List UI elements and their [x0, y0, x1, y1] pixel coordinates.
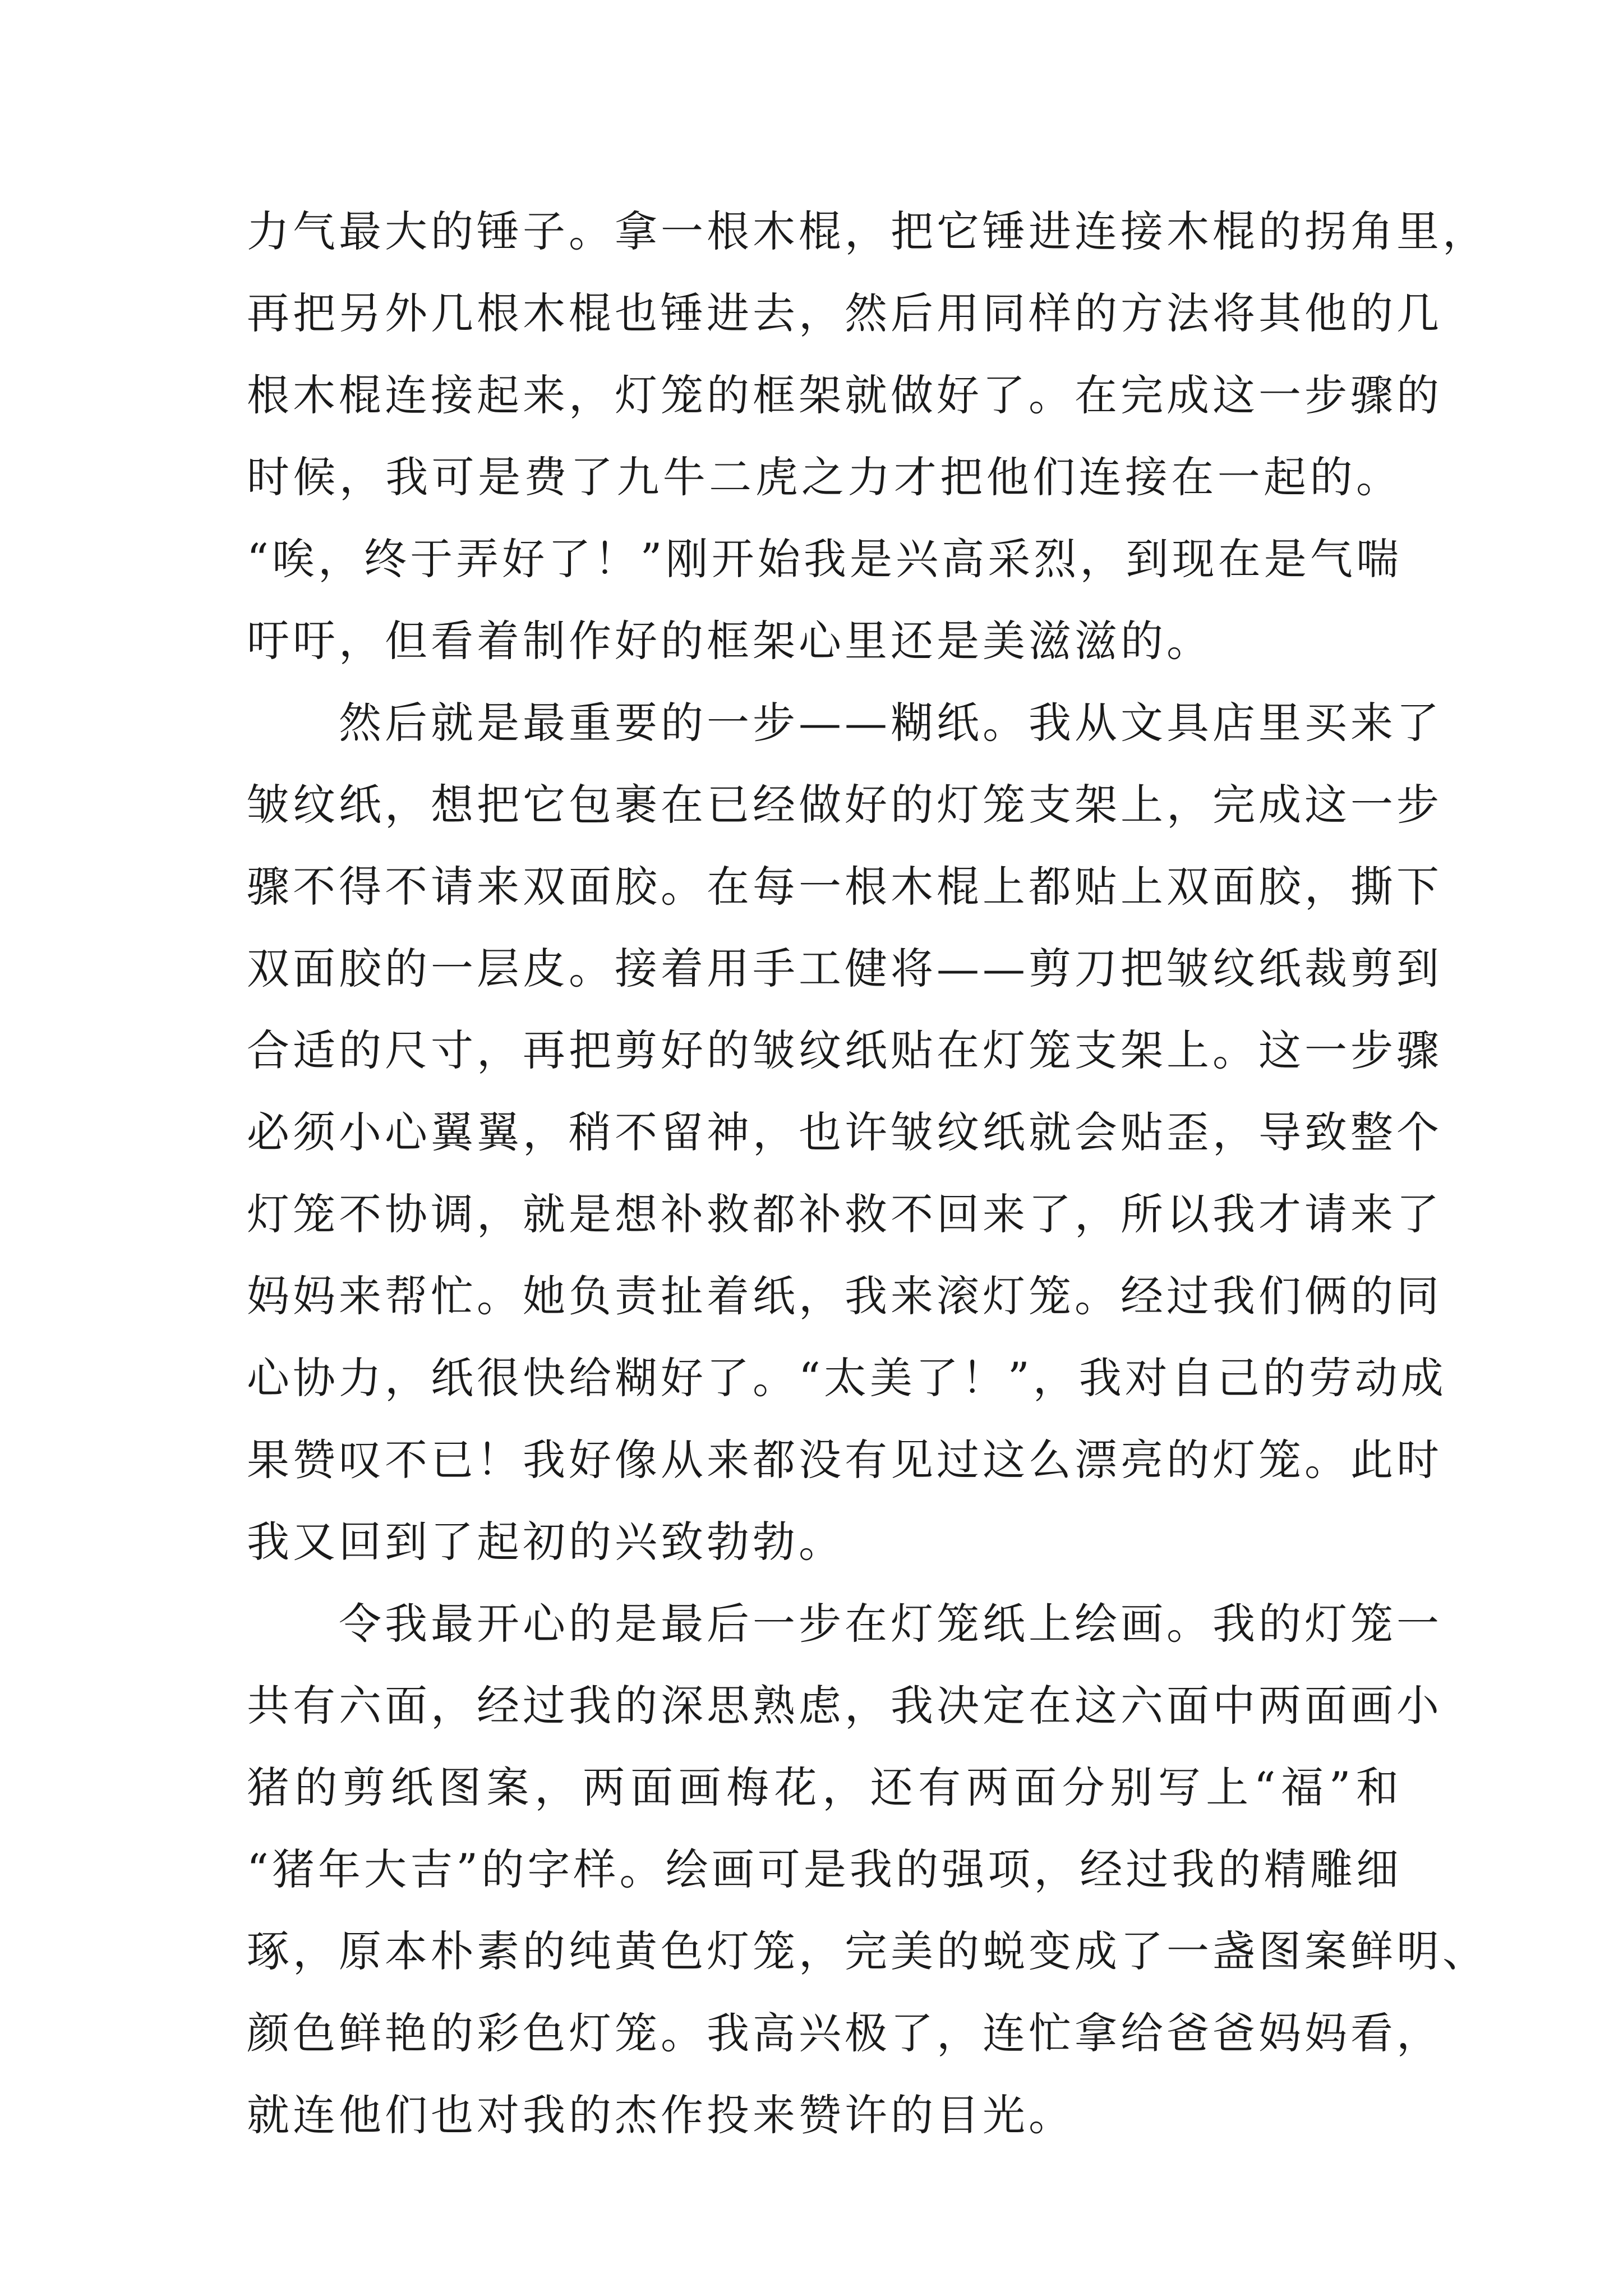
text-line: 合适的尺寸，再把剪好的皱纹纸贴在灯笼支架上。这一步骤 — [247, 1025, 1442, 1075]
text-line: 再把另外几根木棍也锤进去，然后用同样的方法将其他的几 — [247, 288, 1442, 338]
text-line: 令我最开心的是最后一步在灯笼纸上绘画。我的灯笼一 — [247, 1599, 1442, 1649]
text-line: 根木棍连接起来，灯笼的框架就做好了。在完成这一步骤的 — [247, 370, 1442, 420]
text-line: 时候，我可是费了九牛二虎之力才把他们连接在一起的。 — [247, 452, 1402, 502]
text-line: 果赞叹不已！我好像从来都没有见过这么漂亮的灯笼。此时 — [247, 1435, 1442, 1485]
text-line: 心协力，纸很快给糊好了。“太美了！”，我对自己的劳动成 — [247, 1353, 1447, 1403]
text-line: 就连他们也对我的杰作投来赞许的目光。 — [247, 2090, 1075, 2140]
text-line: 猪的剪纸图案，两面画梅花，还有两面分别写上“福”和 — [247, 1763, 1402, 1812]
paragraph-3 — [247, 1583, 1488, 2156]
text-line: 颜色鲜艳的彩色灯笼。我高兴极了，连忙拿给爸爸妈妈看， — [247, 2008, 1442, 2058]
text-line: 吁吁，但看着制作好的框架心里还是美滋滋的。 — [247, 616, 1212, 666]
text-line: “猪年大吉”的字样。绘画可是我的强项，经过我的精雕细 — [247, 1844, 1402, 1894]
text-line: 必须小心翼翼，稍不留神，也许皱纹纸就会贴歪，导致整个 — [247, 1107, 1442, 1157]
text-line: 然后就是最重要的一步——糊纸。我从文具店里买来了 — [247, 698, 1442, 748]
text-line: 共有六面，经过我的深思熟虑，我决定在这六面中两面画小 — [247, 1681, 1442, 1731]
text-line: 妈妈来帮忙。她负责扯着纸，我来滚灯笼。经过我们俩的同 — [247, 1271, 1442, 1321]
text-line: 双面胶的一层皮。接着用手工健将——剪刀把皱纹纸裁剪到 — [247, 944, 1442, 993]
paragraph-2 — [247, 682, 1447, 1583]
text-line: 我又回到了起初的兴致勃勃。 — [247, 1517, 845, 1567]
paragraph-1 — [247, 191, 1488, 682]
text-line: “唉，终于弄好了！”刚开始我是兴高采烈，到现在是气喘 — [247, 534, 1402, 584]
text-line: 皱纹纸，想把它包裹在已经做好的灯笼支架上，完成这一步 — [247, 780, 1442, 830]
text-line: 灯笼不协调，就是想补救都补救不回来了，所以我才请来了 — [247, 1189, 1442, 1239]
text-line: 力气最大的锤子。拿一根木棍，把它锤进连接木棍的拐角里， — [247, 206, 1488, 256]
text-line: 琢，原本朴素的纯黄色灯笼，完美的蜕变成了一盏图案鲜明、 — [247, 1926, 1488, 1976]
text-line: 骤不得不请来双面胶。在每一根木棍上都贴上双面胶，撕下 — [247, 862, 1442, 912]
document-body — [247, 191, 1488, 2156]
